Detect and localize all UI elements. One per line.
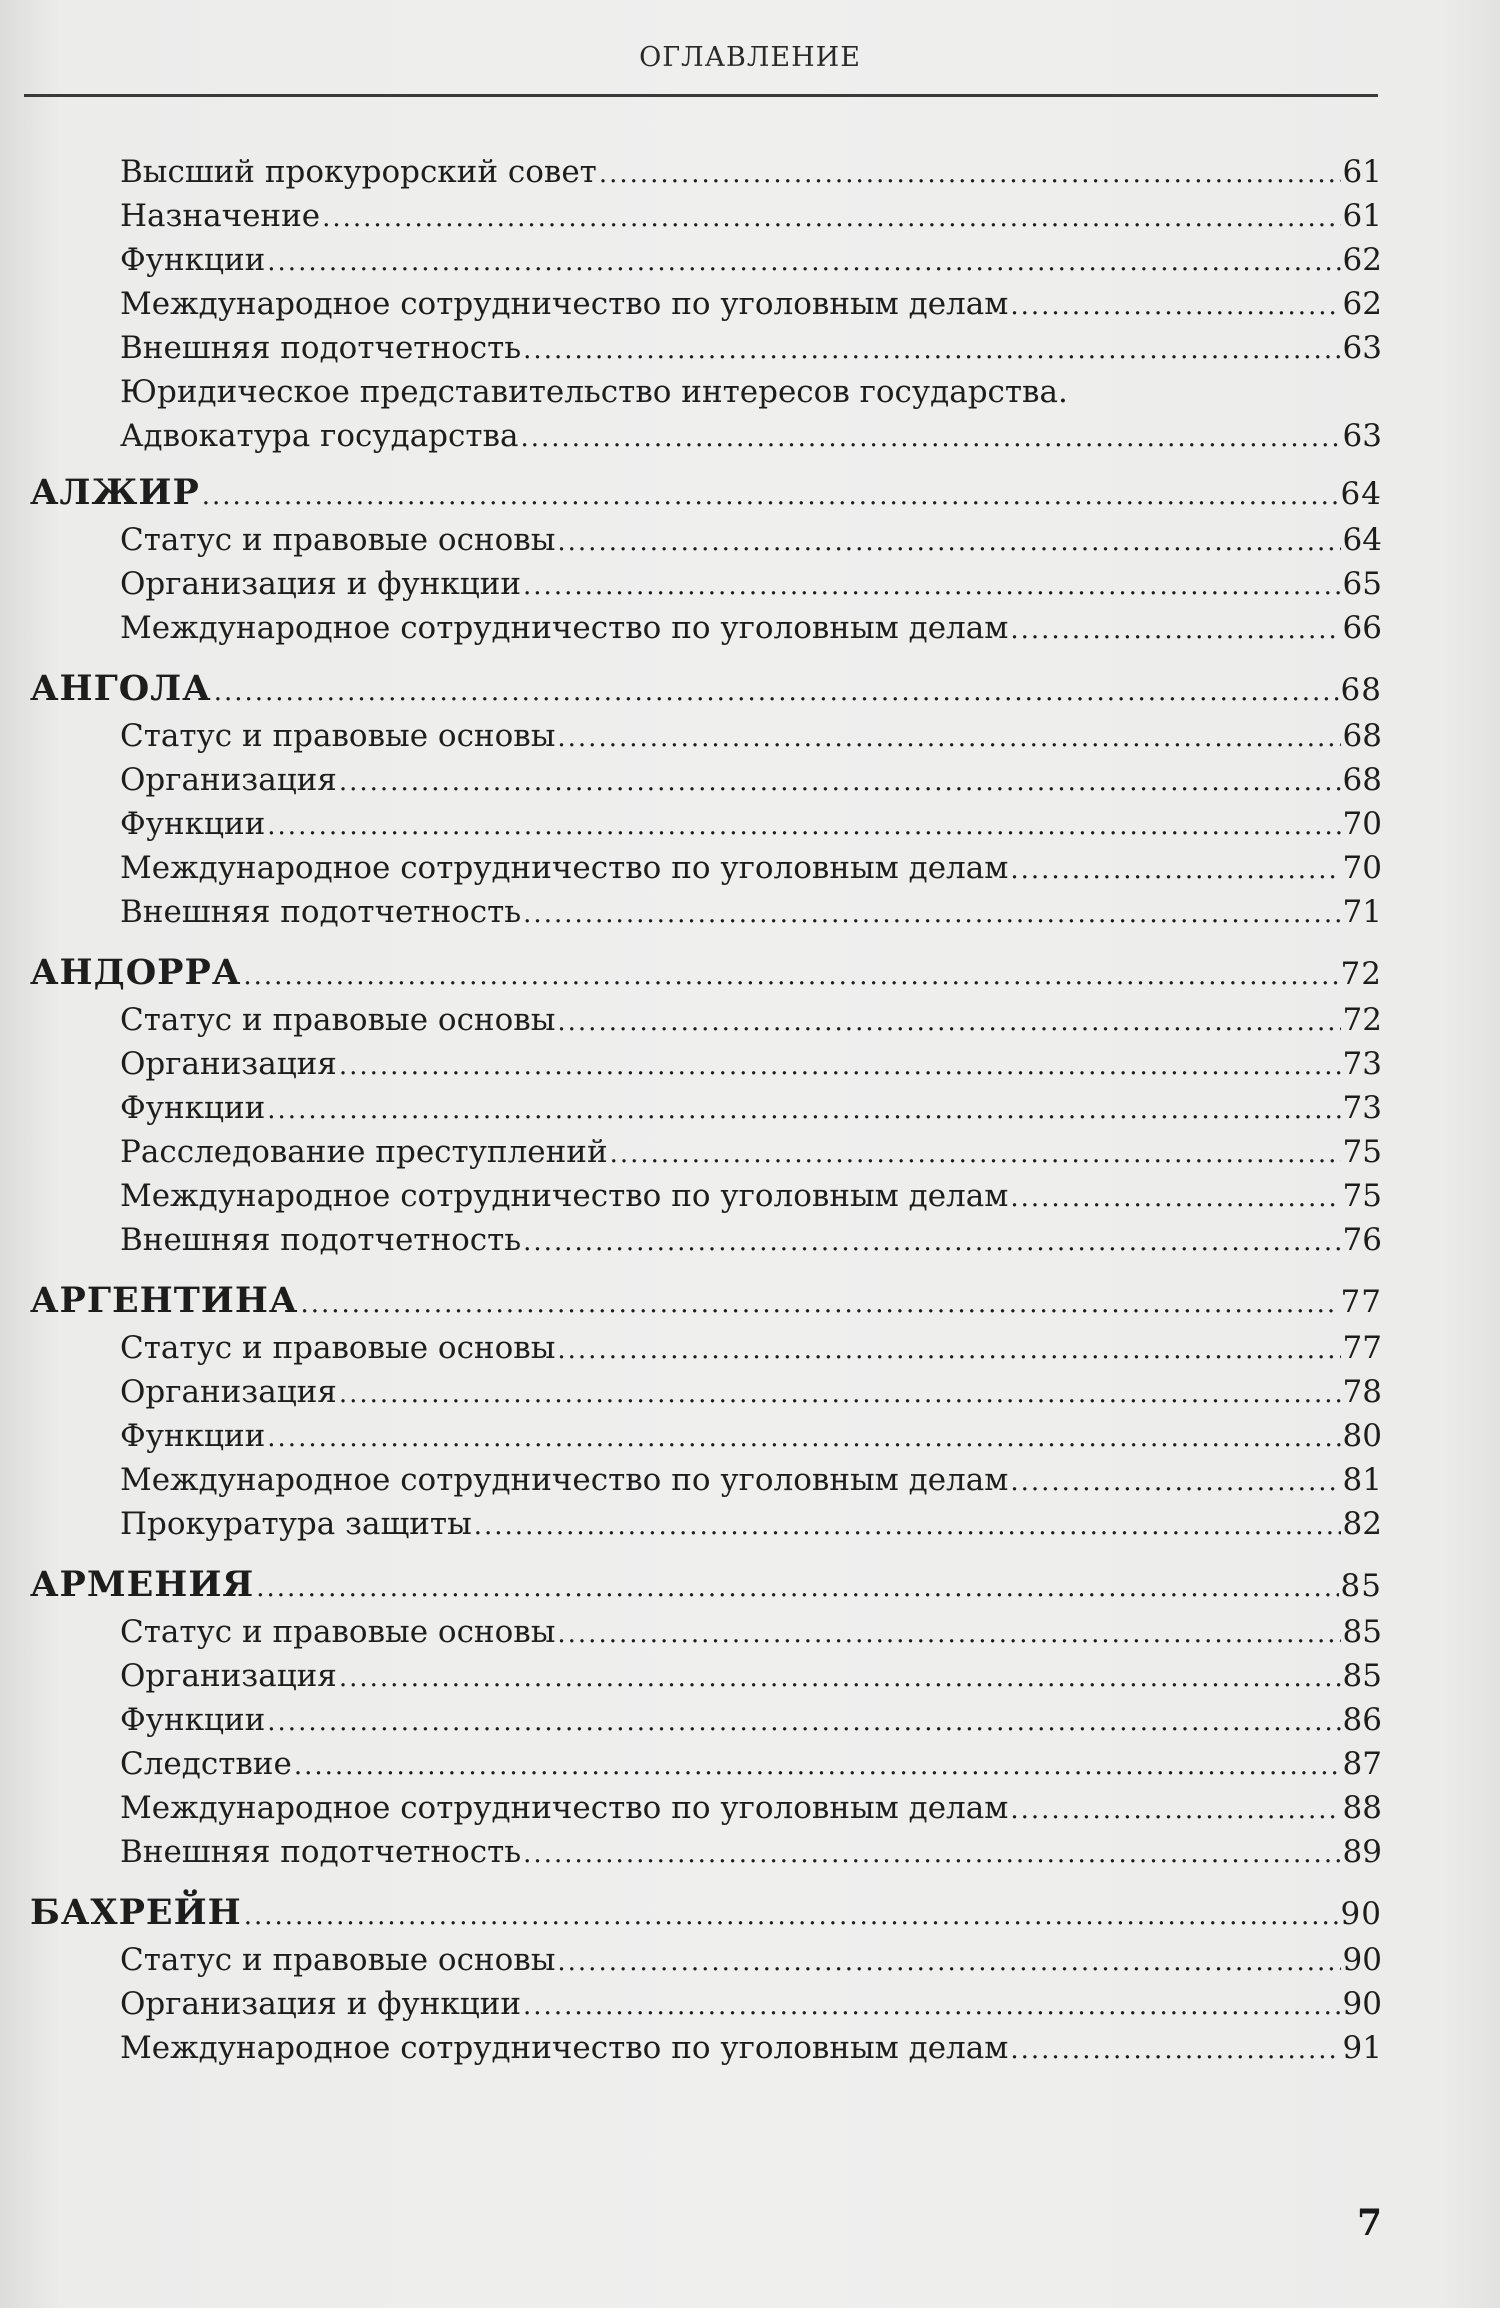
dot-leader (599, 152, 1341, 196)
toc-entry-title: Международное сотрудничество по уголовным делам (120, 2030, 1009, 2066)
toc-entry-title: Высший прокурорский совет (120, 154, 597, 190)
toc-entry (30, 1174, 1382, 1218)
toc-entry (30, 1458, 1382, 1502)
toc-entry-title: Статус и правовые основы (120, 522, 556, 558)
dot-leader (267, 1700, 1340, 1744)
dot-leader (557, 1612, 1340, 1656)
toc-entry-title: Международное сотрудничество по уголовным делам (120, 850, 1009, 886)
dot-leader (243, 951, 1338, 1001)
dot-leader (294, 1744, 1341, 1788)
toc-entry (30, 1218, 1382, 1262)
toc-page-number: 90 (1340, 1896, 1382, 1932)
toc-entry (30, 1086, 1382, 1130)
dot-leader (1010, 284, 1340, 328)
dot-leader (474, 1504, 1341, 1548)
dot-leader (339, 1656, 1341, 1700)
toc-entry-title: АЛЖИР (30, 472, 200, 513)
toc-entry-title: Международное сотрудничество по уголовным делам (120, 1790, 1009, 1826)
toc-entry (30, 1654, 1382, 1698)
toc-page-number: 62 (1342, 242, 1382, 278)
toc-entry-title: Юридическое представительство интересов государства. (120, 374, 1068, 410)
toc-page-number: 62 (1342, 286, 1382, 322)
toc-section-heading (30, 1888, 1382, 1938)
toc-entry-title: АРГЕНТИНА (30, 1280, 299, 1321)
toc-page-number: 73 (1342, 1046, 1382, 1082)
dot-leader (339, 1372, 1341, 1416)
toc-page-number: 72 (1340, 956, 1382, 992)
toc-entry (30, 1130, 1382, 1174)
dot-leader (267, 804, 1340, 848)
toc-entry-title: Международное сотрудничество по уголовным делам (120, 1462, 1009, 1498)
dot-leader (256, 1563, 1338, 1613)
toc-entry-title: Функции (120, 1090, 266, 1126)
toc-entry-title: Международное сотрудничество по уголовным делам (120, 286, 1009, 322)
toc-page-number: 65 (1342, 566, 1382, 602)
dot-leader (557, 520, 1340, 564)
toc-page-number: 64 (1340, 476, 1382, 512)
toc-entry-title: Международное сотрудничество по уголовным делам (120, 610, 1009, 646)
dot-leader (523, 1984, 1341, 2028)
dot-leader (523, 892, 1340, 936)
toc-page-number: 86 (1342, 1702, 1382, 1738)
toc-page-number: 75 (1342, 1134, 1382, 1170)
dot-leader (1010, 2028, 1340, 2072)
toc-entry (30, 846, 1382, 890)
dot-leader (557, 1000, 1340, 1044)
dot-leader (557, 716, 1340, 760)
dot-leader (1010, 1460, 1340, 1504)
toc-entry (30, 238, 1382, 282)
dot-leader (610, 1132, 1341, 1176)
dot-leader (523, 328, 1340, 372)
toc-entry (30, 1982, 1382, 2026)
toc-page-number: 70 (1342, 850, 1382, 886)
toc-entry-title: АНДОРРА (30, 952, 242, 993)
toc-section-heading (30, 664, 1382, 714)
toc-entry (30, 562, 1382, 606)
toc-page-number: 85 (1342, 1658, 1382, 1694)
toc-entry (30, 518, 1382, 562)
toc-page-number: 81 (1342, 1462, 1382, 1498)
dot-leader (339, 1044, 1341, 1088)
toc-entry (30, 326, 1382, 370)
toc-page-number: 87 (1342, 1746, 1382, 1782)
toc-entry-title: Организация (120, 762, 337, 798)
toc-page-number: 68 (1342, 762, 1382, 798)
dot-leader (523, 1220, 1340, 1264)
toc-entry-title: Прокуратура защиты (120, 1506, 472, 1542)
toc-entry-title: БАХРЕЙН (30, 1892, 242, 1933)
toc-entry (30, 1610, 1382, 1654)
toc-page-number: 63 (1342, 418, 1382, 454)
running-head: ОГЛАВЛЕНИЕ (639, 42, 861, 73)
header-rule (24, 94, 1378, 97)
toc-entry-title: Внешняя подотчетность (120, 1834, 522, 1870)
toc-entry (30, 1326, 1382, 1370)
toc-page-number: 72 (1342, 1002, 1382, 1038)
toc-entry (30, 758, 1382, 802)
toc-entry (30, 2026, 1382, 2070)
dot-leader (557, 1940, 1340, 1984)
toc-entry (30, 1698, 1382, 1742)
toc-entry-title: Статус и правовые основы (120, 1002, 556, 1038)
toc-entry (30, 1502, 1382, 1546)
toc-entry-title: Следствие (120, 1746, 292, 1782)
toc-entry-title: Организация (120, 1658, 337, 1694)
folio-page-number: 7 (1356, 2202, 1382, 2244)
toc-page-number: 71 (1342, 894, 1382, 930)
toc-entry-title: Внешняя подотчетность (120, 330, 522, 366)
dot-leader (1010, 608, 1340, 652)
toc-entry (30, 1742, 1382, 1786)
toc-entry-title: Функции (120, 806, 266, 842)
dot-leader (1010, 1788, 1340, 1832)
toc-entry-title: АРМЕНИЯ (30, 1564, 255, 1605)
dot-leader (214, 667, 1339, 717)
toc-page-number: 68 (1342, 718, 1382, 754)
dot-leader (523, 564, 1341, 608)
toc-entry-title: АНГОЛА (30, 668, 212, 709)
toc-entry (30, 194, 1382, 238)
dot-leader (322, 196, 1340, 240)
toc-page-number: 63 (1342, 330, 1382, 366)
toc-entry (30, 150, 1382, 194)
toc-entry-title: Организация и функции (120, 566, 522, 602)
toc-entry-title: Адвокатура государства (120, 418, 519, 454)
toc-entry (30, 802, 1382, 846)
dot-leader (520, 416, 1340, 460)
dot-leader (1010, 848, 1340, 892)
toc-page-number: 85 (1340, 1568, 1382, 1604)
toc-entry-title: Статус и правовые основы (120, 718, 556, 754)
toc-page-number: 80 (1342, 1418, 1382, 1454)
table-of-contents (30, 150, 1382, 2070)
toc-entry (30, 1938, 1382, 1982)
toc-page-number: 61 (1342, 154, 1382, 190)
toc-page-number: 64 (1342, 522, 1382, 558)
toc-entry-title: Статус и правовые основы (120, 1330, 556, 1366)
toc-entry-title: Организация (120, 1046, 337, 1082)
toc-page-number: 85 (1342, 1614, 1382, 1650)
toc-entry-title: Статус и правовые основы (120, 1942, 556, 1978)
toc-entry-title: Внешняя подотчетность (120, 1222, 522, 1258)
toc-entry-title: Функции (120, 1702, 266, 1738)
toc-entry-title: Внешняя подотчетность (120, 894, 522, 930)
toc-section-heading (30, 948, 1382, 998)
dot-leader (557, 1328, 1340, 1372)
dot-leader (339, 760, 1341, 804)
toc-page-number: 73 (1342, 1090, 1382, 1126)
toc-page-number: 89 (1342, 1834, 1382, 1870)
toc-page-number: 76 (1342, 1222, 1382, 1258)
toc-page-number: 78 (1342, 1374, 1382, 1410)
toc-entry-title: Организация (120, 1374, 337, 1410)
toc-entry (30, 414, 1382, 458)
toc-entry (30, 282, 1382, 326)
toc-section-heading (30, 1560, 1382, 1610)
dot-leader (244, 1891, 1339, 1941)
dot-leader (267, 1416, 1340, 1460)
dot-leader (523, 1832, 1340, 1876)
toc-page-number: 75 (1342, 1178, 1382, 1214)
dot-leader (267, 240, 1340, 284)
toc-section-heading (30, 468, 1382, 518)
toc-entry (30, 606, 1382, 650)
toc-entry (30, 1370, 1382, 1414)
dot-leader (1010, 1176, 1340, 1220)
toc-page-number: 77 (1342, 1330, 1382, 1366)
toc-page-number: 82 (1342, 1506, 1382, 1542)
toc-page-number: 88 (1342, 1790, 1382, 1826)
toc-page-number: 68 (1340, 672, 1382, 708)
toc-page-number: 61 (1342, 198, 1382, 234)
dot-leader (300, 1279, 1338, 1329)
toc-entry-title: Международное сотрудничество по уголовным делам (120, 1178, 1009, 1214)
toc-entry (30, 998, 1382, 1042)
dot-leader (202, 471, 1339, 521)
toc-page-number: 90 (1342, 1986, 1382, 2022)
toc-entry (30, 1786, 1382, 1830)
toc-page-number: 70 (1342, 806, 1382, 842)
toc-entry (30, 1042, 1382, 1086)
toc-entry-title: Функции (120, 1418, 266, 1454)
toc-entry (30, 890, 1382, 934)
toc-entry-title: Организация и функции (120, 1986, 522, 2022)
toc-entry (30, 370, 1382, 414)
toc-entry (30, 1830, 1382, 1874)
toc-entry-title: Функции (120, 242, 266, 278)
toc-page-number: 66 (1342, 610, 1382, 646)
toc-entry-title: Статус и правовые основы (120, 1614, 556, 1650)
toc-entry-title: Расследование преступлений (120, 1134, 608, 1170)
dot-leader (267, 1088, 1340, 1132)
toc-page-number: 91 (1342, 2030, 1382, 2066)
toc-page-number: 90 (1342, 1942, 1382, 1978)
toc-entry (30, 714, 1382, 758)
toc-section-heading (30, 1276, 1382, 1326)
toc-entry-title: Назначение (120, 198, 321, 234)
toc-entry (30, 1414, 1382, 1458)
toc-page-number: 77 (1340, 1284, 1382, 1320)
